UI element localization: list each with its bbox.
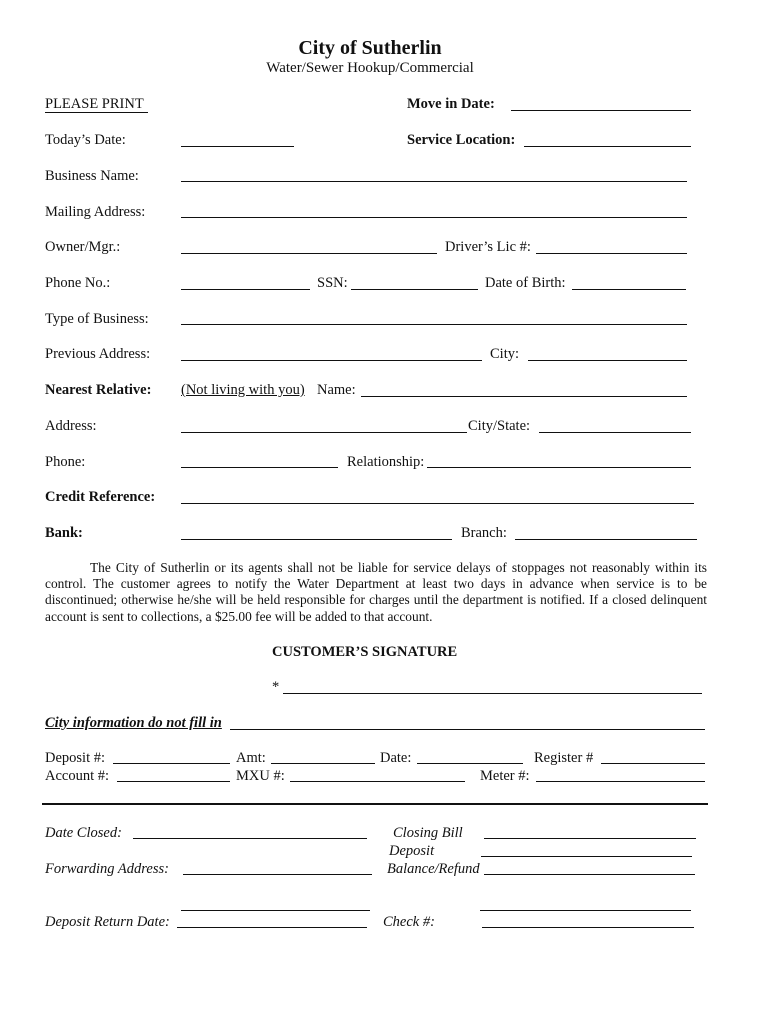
branch-label: Branch: bbox=[461, 525, 507, 541]
check-no-label: Check #: bbox=[383, 914, 435, 930]
city-date-field[interactable] bbox=[417, 763, 523, 764]
city-field[interactable] bbox=[528, 360, 687, 361]
balance-refund-field[interactable] bbox=[484, 874, 695, 875]
account-no-label: Account #: bbox=[45, 768, 110, 784]
type-of-business-label: Type of Business: bbox=[45, 311, 149, 327]
form-subtitle: Water/Sewer Hookup/Commercial bbox=[266, 60, 474, 76]
mxu-no-field[interactable] bbox=[290, 781, 465, 782]
relative-phone-field[interactable] bbox=[181, 467, 338, 468]
phone-no-field[interactable] bbox=[181, 289, 310, 290]
service-location-field[interactable] bbox=[524, 146, 691, 147]
liability-disclaimer: The City of Sutherlin or its agents shall not be liable for service delays of stoppages not reasonably within its control. The customer agrees to notify the Water Department at least two days in advance when service is to be discontinued; otherwise he/she will be held responsible for charges until the department is notified. If a closed delinquent account is sent to collections, a $25.00 fee will be added to that account. bbox=[45, 560, 707, 624]
city-info-heading: City information do not fill in bbox=[45, 715, 222, 731]
deposit-label: Deposit bbox=[389, 843, 435, 859]
todays-date-label: Today’s Date: bbox=[45, 132, 126, 148]
check-no-field[interactable] bbox=[482, 927, 694, 928]
move-in-date-field[interactable] bbox=[511, 110, 691, 111]
city-date-label: Date: bbox=[380, 750, 412, 766]
relative-address-field[interactable] bbox=[181, 432, 467, 433]
city-info-heading-rule bbox=[230, 729, 705, 730]
ssn-label: SSN: bbox=[317, 275, 348, 291]
mxu-no-label: MXU #: bbox=[236, 768, 285, 784]
nearest-relative-label: Nearest Relative: bbox=[45, 382, 152, 398]
relationship-label: Relationship: bbox=[347, 454, 425, 470]
credit-reference-label: Credit Reference: bbox=[45, 489, 156, 505]
business-name-label: Business Name: bbox=[45, 168, 139, 184]
deposit-field[interactable] bbox=[481, 856, 692, 857]
city-label: City: bbox=[490, 346, 520, 362]
move-in-date-label: Move in Date: bbox=[407, 96, 495, 112]
drivers-lic-label: Driver’s Lic #: bbox=[445, 239, 531, 255]
meter-no-label: Meter #: bbox=[480, 768, 530, 784]
branch-field[interactable] bbox=[515, 539, 697, 540]
mailing-address-field[interactable] bbox=[181, 217, 687, 218]
relative-address-label: Address: bbox=[45, 418, 97, 434]
deposit-no-field[interactable] bbox=[113, 763, 230, 764]
previous-address-label: Previous Address: bbox=[45, 346, 151, 362]
date-of-birth-label: Date of Birth: bbox=[485, 275, 566, 291]
relationship-field[interactable] bbox=[427, 467, 691, 468]
signature-asterisk: * bbox=[272, 679, 280, 695]
please-print-label: PLEASE PRINT bbox=[45, 96, 144, 112]
meter-no-field[interactable] bbox=[536, 781, 705, 782]
form-title: City of Sutherlin bbox=[298, 37, 442, 59]
deposit-return-date-label: Deposit Return Date: bbox=[45, 914, 170, 930]
business-name-field[interactable] bbox=[181, 181, 687, 182]
section-divider bbox=[42, 803, 708, 805]
date-of-birth-field[interactable] bbox=[572, 289, 686, 290]
date-closed-label: Date Closed: bbox=[45, 825, 122, 841]
city-state-field[interactable] bbox=[539, 432, 691, 433]
date-closed-field[interactable] bbox=[133, 838, 367, 839]
owner-mgr-field[interactable] bbox=[181, 253, 437, 254]
customer-signature-heading: CUSTOMER’S SIGNATURE bbox=[272, 644, 458, 660]
ssn-field[interactable] bbox=[351, 289, 478, 290]
mailing-address-label: Mailing Address: bbox=[45, 204, 146, 220]
relative-name-label: Name: bbox=[317, 382, 356, 398]
owner-mgr-label: Owner/Mgr.: bbox=[45, 239, 121, 255]
account-no-field[interactable] bbox=[117, 781, 230, 782]
phone-no-label: Phone No.: bbox=[45, 275, 111, 291]
register-no-field[interactable] bbox=[601, 763, 705, 764]
customer-signature-field[interactable] bbox=[283, 693, 702, 694]
closing-bill-label: Closing Bill bbox=[393, 825, 463, 841]
deposit-return-date-field[interactable] bbox=[177, 927, 367, 928]
service-location-label: Service Location: bbox=[407, 132, 516, 148]
extra-field[interactable] bbox=[480, 910, 691, 911]
bank-label: Bank: bbox=[45, 525, 83, 541]
type-of-business-field[interactable] bbox=[181, 324, 687, 325]
amt-field[interactable] bbox=[271, 763, 375, 764]
not-living-with-you-note: (Not living with you) bbox=[181, 382, 305, 398]
relative-phone-label: Phone: bbox=[45, 454, 86, 470]
drivers-lic-field[interactable] bbox=[536, 253, 687, 254]
credit-reference-field[interactable] bbox=[181, 503, 694, 504]
bank-field[interactable] bbox=[181, 539, 452, 540]
please-print-underline bbox=[45, 112, 148, 113]
closing-bill-field[interactable] bbox=[484, 838, 696, 839]
balance-refund-label: Balance/Refund bbox=[387, 861, 480, 877]
forwarding-address-label: Forwarding Address: bbox=[45, 861, 169, 877]
forwarding-address-field[interactable] bbox=[183, 874, 372, 875]
amt-label: Amt: bbox=[236, 750, 266, 766]
todays-date-field[interactable] bbox=[181, 146, 294, 147]
city-state-label: City/State: bbox=[468, 418, 531, 434]
previous-address-field[interactable] bbox=[181, 360, 482, 361]
register-no-label: Register # bbox=[534, 750, 594, 766]
deposit-no-label: Deposit #: bbox=[45, 750, 106, 766]
relative-name-field[interactable] bbox=[361, 396, 687, 397]
forwarding-address-field-2[interactable] bbox=[181, 910, 370, 911]
